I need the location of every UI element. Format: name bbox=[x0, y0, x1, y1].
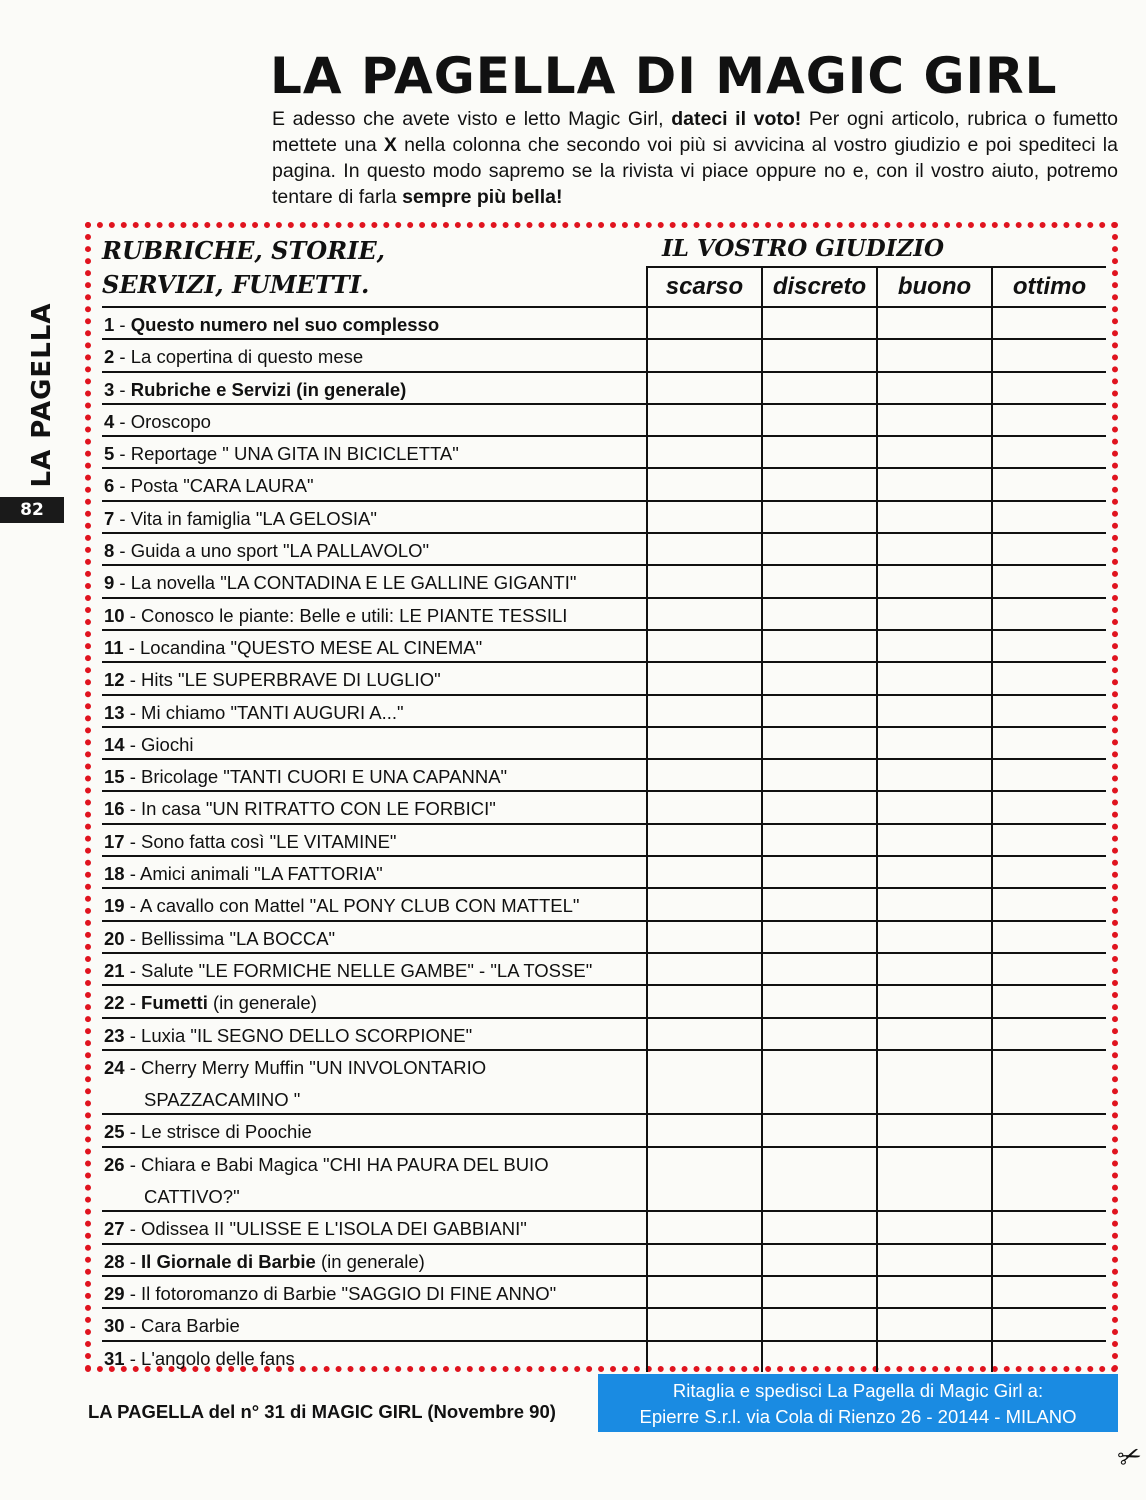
vote-cell-discreto[interactable] bbox=[761, 631, 876, 661]
vote-cell-ottimo[interactable] bbox=[991, 566, 1106, 596]
vote-cell-scarso[interactable] bbox=[646, 857, 761, 887]
table-row bbox=[102, 790, 1106, 822]
row-label: 3 - Rubriche e Servizi (in generale) bbox=[104, 378, 407, 400]
vote-cell-discreto[interactable] bbox=[761, 663, 876, 693]
vote-cell-buono[interactable] bbox=[876, 631, 991, 661]
row-label: 17 - Sono fatta così "LE VITAMINE" bbox=[104, 830, 397, 852]
row-label: 31 - L'angolo delle fans bbox=[104, 1347, 295, 1369]
row-label: 24 - Cherry Merry Muffin "UN INVOLONTARIO SPAZZACAMINO " bbox=[104, 1056, 487, 1110]
vote-cell-buono[interactable] bbox=[876, 986, 991, 1016]
table-row bbox=[102, 661, 1106, 693]
vote-cell-scarso[interactable] bbox=[646, 1115, 761, 1145]
table-row bbox=[102, 371, 1106, 403]
vote-cell-ottimo[interactable] bbox=[991, 922, 1106, 952]
row-label: 4 - Oroscopo bbox=[104, 410, 211, 432]
row-label: 7 - Vita in famiglia "LA GELOSIA" bbox=[104, 507, 377, 529]
table-row bbox=[102, 1210, 1106, 1242]
vote-cell-ottimo[interactable] bbox=[991, 889, 1106, 919]
side-label: LA PAGELLA bbox=[27, 302, 57, 488]
table-row bbox=[102, 1307, 1106, 1339]
vote-cell-discreto[interactable] bbox=[761, 696, 876, 726]
vote-cell-buono[interactable] bbox=[876, 1019, 991, 1049]
intro-text: E adesso che avete visto e letto Magic Girl, dateci il voto! Per ogni articolo, rubrica o fumetto mettete una X nella colonna che secondo voi più si avvicina al vostro giudizio e poi spediteci la pagina. In questo modo sapremo se la rivista vi piace oppure no e, con il vostro aiuto, potremo tentare di farla sempre più bella! bbox=[272, 108, 1118, 208]
table-row bbox=[102, 1146, 1106, 1211]
vote-cell-discreto[interactable] bbox=[761, 405, 876, 435]
table-row bbox=[102, 403, 1106, 435]
row-label: 18 - Amici animali "LA FATTORIA" bbox=[104, 863, 383, 885]
vote-cell-discreto[interactable] bbox=[761, 1115, 876, 1145]
vote-cell-discreto[interactable] bbox=[761, 566, 876, 596]
table-row bbox=[102, 564, 1106, 596]
vote-cell-discreto[interactable] bbox=[761, 1277, 876, 1307]
vote-cell-scarso[interactable] bbox=[646, 922, 761, 952]
row-label: 19 - A cavallo con Mattel "AL PONY CLUB CON MATTEL" bbox=[104, 895, 580, 917]
table-row bbox=[102, 694, 1106, 726]
vote-cell-buono[interactable] bbox=[876, 1245, 991, 1275]
vote-cell-scarso[interactable] bbox=[646, 825, 761, 855]
row-label: 29 - Il fotoromanzo di Barbie "SAGGIO DI FINE ANNO" bbox=[104, 1282, 557, 1304]
vote-cell-scarso[interactable] bbox=[646, 437, 761, 467]
vote-cell-ottimo[interactable] bbox=[991, 954, 1106, 984]
scissors-icon: ✂ bbox=[1113, 1437, 1146, 1476]
vote-cell-buono[interactable] bbox=[876, 599, 991, 629]
vote-cell-scarso[interactable] bbox=[646, 696, 761, 726]
row-label: 11 - Locandina "QUESTO MESE AL CINEMA" bbox=[104, 636, 483, 658]
row-label: 10 - Conosco le piante: Belle e utili: LE PIANTE TESSILI bbox=[104, 604, 568, 626]
row-label: 2 - La copertina di questo mese bbox=[104, 346, 364, 368]
row-label: 16 - In casa "UN RITRATTO CON LE FORBICI" bbox=[104, 798, 496, 820]
vote-cell-discreto[interactable] bbox=[761, 760, 876, 790]
vote-cell-buono[interactable] bbox=[876, 663, 991, 693]
grade-ottimo: ottimo bbox=[991, 268, 1106, 306]
vote-cell-scarso[interactable] bbox=[646, 308, 761, 338]
address-line-2: Epierre S.r.l. via Cola di Rienzo 26 - 20144 - MILANO bbox=[639, 1406, 1077, 1427]
table-row bbox=[102, 1017, 1106, 1049]
vote-cell-ottimo[interactable] bbox=[991, 1277, 1106, 1307]
vote-cell-discreto[interactable] bbox=[761, 922, 876, 952]
grade-scarso: scarso bbox=[646, 268, 761, 306]
table-row bbox=[102, 500, 1106, 532]
issue-label: LA PAGELLA del n° 31 di MAGIC GIRL (Novembre 90) bbox=[88, 1401, 556, 1422]
vote-cell-ottimo[interactable] bbox=[991, 986, 1106, 1016]
page-title: LA PAGELLA DI MAGIC GIRL bbox=[270, 47, 1058, 105]
vote-cell-buono[interactable] bbox=[876, 825, 991, 855]
vote-cell-buono[interactable] bbox=[876, 1277, 991, 1307]
grade-buono: buono bbox=[876, 268, 991, 306]
vote-cell-discreto[interactable] bbox=[761, 1148, 876, 1211]
row-label: 8 - Guida a uno sport "LA PALLAVOLO" bbox=[104, 540, 430, 562]
table-row bbox=[102, 532, 1106, 564]
vote-cell-scarso[interactable] bbox=[646, 986, 761, 1016]
vote-cell-ottimo[interactable] bbox=[991, 1342, 1106, 1372]
vote-cell-ottimo[interactable] bbox=[991, 825, 1106, 855]
vote-cell-discreto[interactable] bbox=[761, 599, 876, 629]
vote-cell-scarso[interactable] bbox=[646, 599, 761, 629]
vote-cell-scarso[interactable] bbox=[646, 1212, 761, 1242]
vote-cell-scarso[interactable] bbox=[646, 728, 761, 758]
row-label: 15 - Bricolage "TANTI CUORI E UNA CAPANNA" bbox=[104, 766, 508, 788]
row-label: 12 - Hits "LE SUPERBRAVE DI LUGLIO" bbox=[104, 669, 441, 691]
vote-cell-ottimo[interactable] bbox=[991, 373, 1106, 403]
vote-cell-ottimo[interactable] bbox=[991, 1019, 1106, 1049]
vote-cell-buono[interactable] bbox=[876, 437, 991, 467]
table-row bbox=[102, 1340, 1106, 1372]
vote-cell-ottimo[interactable] bbox=[991, 469, 1106, 499]
vote-cell-scarso[interactable] bbox=[646, 534, 761, 564]
vote-cell-scarso[interactable] bbox=[646, 792, 761, 822]
vote-cell-scarso[interactable] bbox=[646, 1051, 761, 1114]
vote-cell-ottimo[interactable] bbox=[991, 340, 1106, 370]
vote-cell-ottimo[interactable] bbox=[991, 760, 1106, 790]
vote-cell-buono[interactable] bbox=[876, 405, 991, 435]
table-head-right: IL VOSTRO GIUDIZIO bbox=[662, 235, 945, 262]
row-label: 20 - Bellissima "LA BOCCA" bbox=[104, 927, 336, 949]
vote-cell-buono[interactable] bbox=[876, 502, 991, 532]
vote-cell-buono[interactable] bbox=[876, 1148, 991, 1211]
vote-cell-discreto[interactable] bbox=[761, 792, 876, 822]
vote-cell-scarso[interactable] bbox=[646, 760, 761, 790]
row-label: 9 - La novella "LA CONTADINA E LE GALLINE GIGANTI" bbox=[104, 572, 577, 594]
table-rows bbox=[102, 306, 1106, 1372]
vote-cell-scarso[interactable] bbox=[646, 405, 761, 435]
table-row bbox=[102, 597, 1106, 629]
grade-headers bbox=[646, 268, 1106, 306]
vote-cell-ottimo[interactable] bbox=[991, 1309, 1106, 1339]
vote-cell-buono[interactable] bbox=[876, 566, 991, 596]
table-row bbox=[102, 629, 1106, 661]
vote-cell-scarso[interactable] bbox=[646, 1148, 761, 1211]
vote-cell-buono[interactable] bbox=[876, 1115, 991, 1145]
table-row bbox=[102, 1049, 1106, 1114]
vote-cell-scarso[interactable] bbox=[646, 631, 761, 661]
table-row bbox=[102, 920, 1106, 952]
table-row bbox=[102, 887, 1106, 919]
vote-cell-scarso[interactable] bbox=[646, 663, 761, 693]
vote-cell-ottimo[interactable] bbox=[991, 1051, 1106, 1114]
vote-cell-ottimo[interactable] bbox=[991, 696, 1106, 726]
vote-cell-discreto[interactable] bbox=[761, 534, 876, 564]
vote-cell-scarso[interactable] bbox=[646, 1342, 761, 1372]
vote-cell-buono[interactable] bbox=[876, 1309, 991, 1339]
row-label: 14 - Giochi bbox=[104, 733, 194, 755]
vote-cell-buono[interactable] bbox=[876, 1342, 991, 1372]
vote-cell-buono[interactable] bbox=[876, 857, 991, 887]
vote-cell-scarso[interactable] bbox=[646, 1309, 761, 1339]
row-label: 5 - Reportage " UNA GITA IN BICICLETTA" bbox=[104, 443, 459, 465]
vote-cell-discreto[interactable] bbox=[761, 1051, 876, 1114]
vote-cell-buono[interactable] bbox=[876, 373, 991, 403]
table-row bbox=[102, 435, 1106, 467]
vote-cell-discreto[interactable] bbox=[761, 340, 876, 370]
vote-cell-scarso[interactable] bbox=[646, 469, 761, 499]
vote-cell-discreto[interactable] bbox=[761, 1212, 876, 1242]
vote-cell-ottimo[interactable] bbox=[991, 405, 1106, 435]
vote-cell-buono[interactable] bbox=[876, 1212, 991, 1242]
vote-cell-discreto[interactable] bbox=[761, 889, 876, 919]
vote-cell-scarso[interactable] bbox=[646, 566, 761, 596]
table-row bbox=[102, 855, 1106, 887]
row-label: 26 - Chiara e Babi Magica "CHI HA PAURA DEL BUIO CATTIVO?" bbox=[104, 1153, 549, 1207]
address-box bbox=[598, 1374, 1118, 1432]
table-row bbox=[102, 823, 1106, 855]
vote-cell-scarso[interactable] bbox=[646, 889, 761, 919]
vote-cell-ottimo[interactable] bbox=[991, 534, 1106, 564]
vote-cell-scarso[interactable] bbox=[646, 1245, 761, 1275]
vote-cell-scarso[interactable] bbox=[646, 1019, 761, 1049]
vote-cell-ottimo[interactable] bbox=[991, 308, 1106, 338]
vote-cell-buono[interactable] bbox=[876, 792, 991, 822]
vote-cell-discreto[interactable] bbox=[761, 469, 876, 499]
row-label: 23 - Luxia "IL SEGNO DELLO SCORPIONE" bbox=[104, 1024, 473, 1046]
table-row bbox=[102, 984, 1106, 1016]
row-label: 27 - Odissea II "ULISSE E L'ISOLA DEI GABBIANI" bbox=[104, 1218, 527, 1240]
vote-cell-buono[interactable] bbox=[876, 760, 991, 790]
vote-cell-buono[interactable] bbox=[876, 1051, 991, 1114]
vote-cell-buono[interactable] bbox=[876, 469, 991, 499]
table-row bbox=[102, 467, 1106, 499]
vote-cell-ottimo[interactable] bbox=[991, 437, 1106, 467]
vote-cell-ottimo[interactable] bbox=[991, 1212, 1106, 1242]
table-row bbox=[102, 1113, 1106, 1145]
vote-cell-buono[interactable] bbox=[876, 889, 991, 919]
vote-cell-ottimo[interactable] bbox=[991, 857, 1106, 887]
vote-cell-ottimo[interactable] bbox=[991, 1148, 1106, 1211]
vote-cell-scarso[interactable] bbox=[646, 502, 761, 532]
table-row bbox=[102, 1275, 1106, 1307]
vote-cell-discreto[interactable] bbox=[761, 502, 876, 532]
table-row bbox=[102, 952, 1106, 984]
vote-cell-ottimo[interactable] bbox=[991, 599, 1106, 629]
vote-cell-scarso[interactable] bbox=[646, 1277, 761, 1307]
vote-cell-buono[interactable] bbox=[876, 954, 991, 984]
vote-cell-discreto[interactable] bbox=[761, 1342, 876, 1372]
row-label: 22 - Fumetti (in generale) bbox=[104, 992, 317, 1014]
row-label: 13 - Mi chiamo "TANTI AUGURI A..." bbox=[104, 701, 404, 723]
table-row bbox=[102, 1243, 1106, 1275]
table-head-left: RUBRICHE, STORIE, SERVIZI, FUMETTI. bbox=[102, 236, 386, 299]
vote-cell-buono[interactable] bbox=[876, 696, 991, 726]
vote-cell-scarso[interactable] bbox=[646, 954, 761, 984]
vote-cell-discreto[interactable] bbox=[761, 986, 876, 1016]
vote-cell-buono[interactable] bbox=[876, 534, 991, 564]
vote-cell-buono[interactable] bbox=[876, 728, 991, 758]
vote-cell-discreto[interactable] bbox=[761, 373, 876, 403]
row-label: 25 - Le strisce di Poochie bbox=[104, 1121, 312, 1143]
vote-cell-buono[interactable] bbox=[876, 922, 991, 952]
vote-cell-discreto[interactable] bbox=[761, 1309, 876, 1339]
grade-discreto: discreto bbox=[761, 268, 876, 306]
vote-cell-buono[interactable] bbox=[876, 308, 991, 338]
vote-cell-discreto[interactable] bbox=[761, 1245, 876, 1275]
vote-cell-discreto[interactable] bbox=[761, 857, 876, 887]
vote-cell-ottimo[interactable] bbox=[991, 631, 1106, 661]
vote-cell-scarso[interactable] bbox=[646, 373, 761, 403]
vote-cell-discreto[interactable] bbox=[761, 1019, 876, 1049]
row-label: 30 - Cara Barbie bbox=[104, 1315, 240, 1337]
vote-cell-ottimo[interactable] bbox=[991, 502, 1106, 532]
vote-cell-ottimo[interactable] bbox=[991, 1245, 1106, 1275]
vote-cell-discreto[interactable] bbox=[761, 437, 876, 467]
vote-cell-discreto[interactable] bbox=[761, 308, 876, 338]
page-number: 82 bbox=[0, 497, 64, 523]
row-label: 6 - Posta "CARA LAURA" bbox=[104, 475, 314, 497]
row-label: 28 - Il Giornale di Barbie (in generale) bbox=[104, 1250, 425, 1272]
table-row bbox=[102, 758, 1106, 790]
table-row bbox=[102, 338, 1106, 370]
vote-cell-ottimo[interactable] bbox=[991, 663, 1106, 693]
vote-cell-buono[interactable] bbox=[876, 340, 991, 370]
row-label: 1 - Questo numero nel suo complesso bbox=[104, 314, 440, 335]
vote-cell-ottimo[interactable] bbox=[991, 1115, 1106, 1145]
vote-cell-ottimo[interactable] bbox=[991, 728, 1106, 758]
vote-cell-discreto[interactable] bbox=[761, 954, 876, 984]
table-row bbox=[102, 726, 1106, 758]
vote-cell-discreto[interactable] bbox=[761, 728, 876, 758]
vote-cell-scarso[interactable] bbox=[646, 340, 761, 370]
vote-cell-ottimo[interactable] bbox=[991, 792, 1106, 822]
table-row bbox=[102, 306, 1106, 338]
address-line-1: Ritaglia e spedisci La Pagella di Magic Girl a: bbox=[672, 1380, 1044, 1401]
row-label: 21 - Salute "LE FORMICHE NELLE GAMBE" - "LA TOSSE" bbox=[104, 959, 593, 981]
vote-cell-discreto[interactable] bbox=[761, 825, 876, 855]
